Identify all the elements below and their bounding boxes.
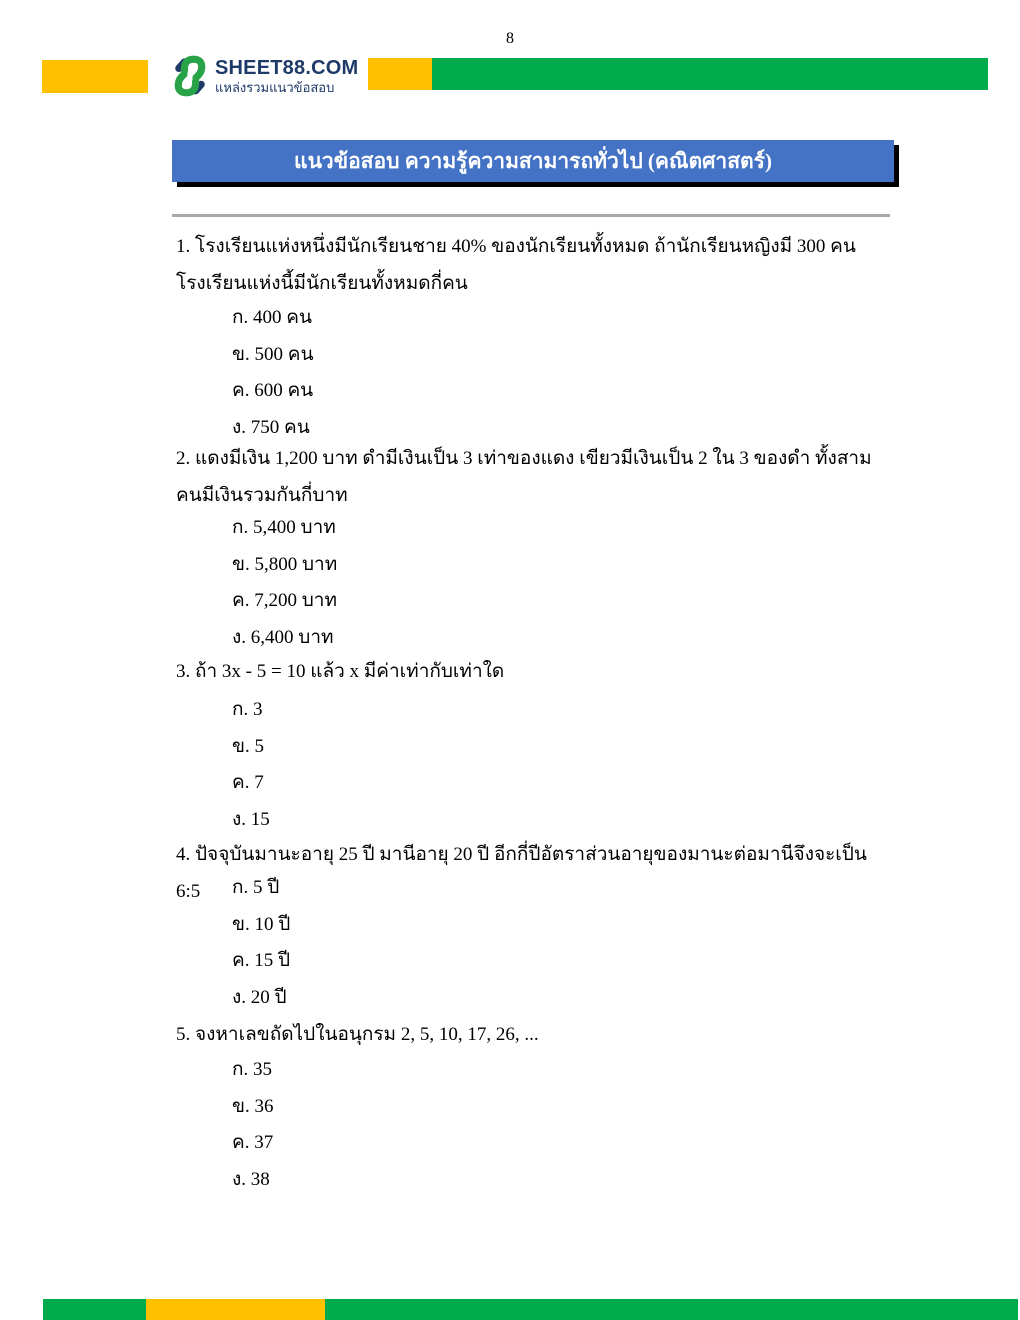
choice-item: ข. 5,800 บาท	[232, 553, 338, 575]
header-accent-bar-green	[432, 58, 988, 90]
question-text: 2. แดงมีเงิน 1,200 บาท ดำมีเงินเป็น 3 เท่าของแดง เขียวมีเงินเป็น 2 ใน 3 ของดำ ทั้งสามคนมีเงินรวมกันกี่บาท	[176, 448, 872, 506]
brand-tagline: แหล่งรวมแนวข้อสอบ	[215, 80, 335, 95]
footer-accent-bar-yellow	[146, 1299, 325, 1320]
header-accent-bar-yellow-left	[42, 60, 148, 93]
choice-item: ค. 7	[232, 772, 264, 793]
question-block	[176, 228, 894, 302]
question-text: 1. โรงเรียนแห่งหนึ่งมีนักเรียนชาย 40% ของนักเรียนทั้งหมด ถ้านักเรียนหญิงมี 300 คน โรงเรียนแห่งนี้มีนักเรียนทั้งหมดกี่คน	[176, 236, 856, 294]
question-text: 4. ปัจจุบันมานะอายุ 25 ปี มานีอายุ 20 ปี อีกกี่ปีอัตราส่วนอายุของมานะต่อมานีจึงจะเป็น 6:5	[176, 844, 867, 902]
sheet88-logo-icon	[169, 54, 211, 98]
choice-item: ข. 500 คน	[232, 343, 314, 365]
footer-accent-bar-green-right	[325, 1299, 1018, 1320]
choices-group	[176, 510, 894, 656]
choice-item: ข. 36	[232, 1095, 274, 1117]
choice-item: ข. 10 ปี	[232, 913, 291, 935]
choice-item: ง. 20 ปี	[232, 986, 287, 1008]
choice-item: ก. 3	[232, 699, 263, 720]
question-block	[176, 440, 894, 514]
brand-name: SHEET88.COM	[215, 57, 359, 79]
question-block	[176, 653, 894, 690]
question-text: 3. ถ้า 3x - 5 = 10 แล้ว x มีค่าเท่ากับเท่าใด	[176, 661, 505, 682]
choice-item: ค. 15 ปี	[232, 950, 291, 971]
footer-accent-bar-green-left	[43, 1299, 146, 1320]
choice-item: ง. 6,400 บาท	[232, 626, 334, 648]
choice-item: ง. 38	[232, 1168, 270, 1190]
choice-item: ค. 37	[232, 1132, 274, 1153]
choices-group	[176, 300, 894, 446]
choice-item: ข. 5	[232, 735, 264, 757]
choices-group	[176, 870, 894, 1016]
choice-item: ก. 35	[232, 1059, 273, 1080]
question-block	[176, 1016, 894, 1053]
choice-item: ค. 7,200 บาท	[232, 590, 337, 611]
choice-item: ก. 400 คน	[232, 307, 312, 328]
header-accent-bar-yellow-mid	[368, 58, 432, 90]
page-number: 8	[506, 30, 514, 47]
choice-item: ก. 5 ปี	[232, 877, 280, 898]
brand-block	[215, 58, 358, 95]
choice-item: ง. 750 คน	[232, 416, 310, 438]
choice-item: ก. 5,400 บาท	[232, 517, 336, 538]
choice-item: ง. 15	[232, 808, 270, 830]
exam-title-banner: แนวข้อสอบ ความรู้ความสามารถทั่วไป (คณิตศาสตร์)	[172, 140, 894, 182]
choice-item: ค. 600 คน	[232, 380, 314, 401]
divider-line	[172, 214, 890, 217]
choices-group	[176, 692, 894, 838]
question-text: 5. จงหาเลขถัดไปในอนุกรม 2, 5, 10, 17, 26, ...	[176, 1024, 539, 1045]
choices-group	[176, 1052, 894, 1198]
